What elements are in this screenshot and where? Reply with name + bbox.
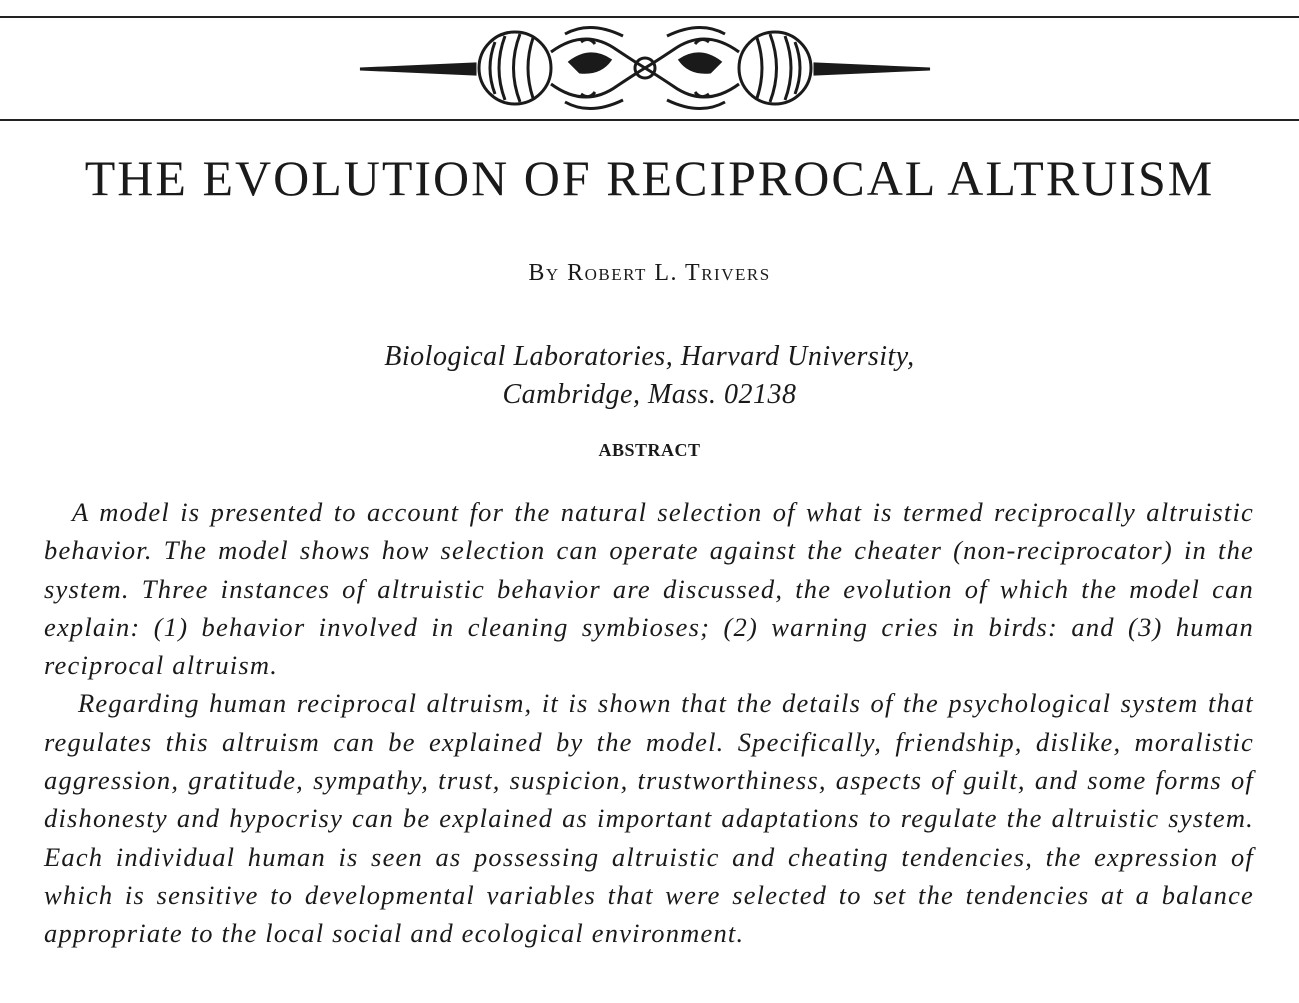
bottom-rule	[0, 119, 1299, 121]
affiliation-line-2: Cambridge, Mass. 02138	[502, 379, 797, 410]
abstract-paragraph-1: A model is presented to account for the natural selection of what is termed reciprocally altruistic behavior. The model shows how selection can operate against the cheater (non-reciprocator) in the system. Three instances of altruistic behavior are discussed, the evolution of which the model can explain: (1) behavior involved in cleaning symbioses; (2) warning cries in birds: and (3) human reciprocal altruism.	[44, 497, 1254, 681]
author-byline: By Robert L. Trivers	[528, 260, 771, 286]
author-affiliation	[0, 338, 1299, 414]
abstract-heading: ABSTRACT	[598, 440, 701, 460]
decorative-scroll-ornament-icon	[355, 22, 935, 114]
abstract-body	[44, 493, 1254, 953]
affiliation-line-1: Biological Laboratories, Harvard University,	[384, 341, 915, 372]
paper-title: THE EVOLUTION OF RECIPROCAL ALTRUISM	[84, 150, 1215, 206]
top-rule	[0, 16, 1299, 18]
abstract-paragraph-2: Regarding human reciprocal altruism, it is shown that the details of the psychological system that regulates this altruism can be explained by the model. Specifically, friendship, dislike, moralistic aggression, gratitude, sympathy, trust, suspicion, trustworthiness, aspects of guilt, and some forms of dishonesty and hypocrisy can be explained as important adaptations to regulate the altruistic system. Each individual human is seen as possessing altruistic and cheating tendencies, the expression of which is sensitive to developmental variables that were selected to set the tendencies at a balance appropriate to the local social and ecological environment.	[44, 688, 1254, 949]
